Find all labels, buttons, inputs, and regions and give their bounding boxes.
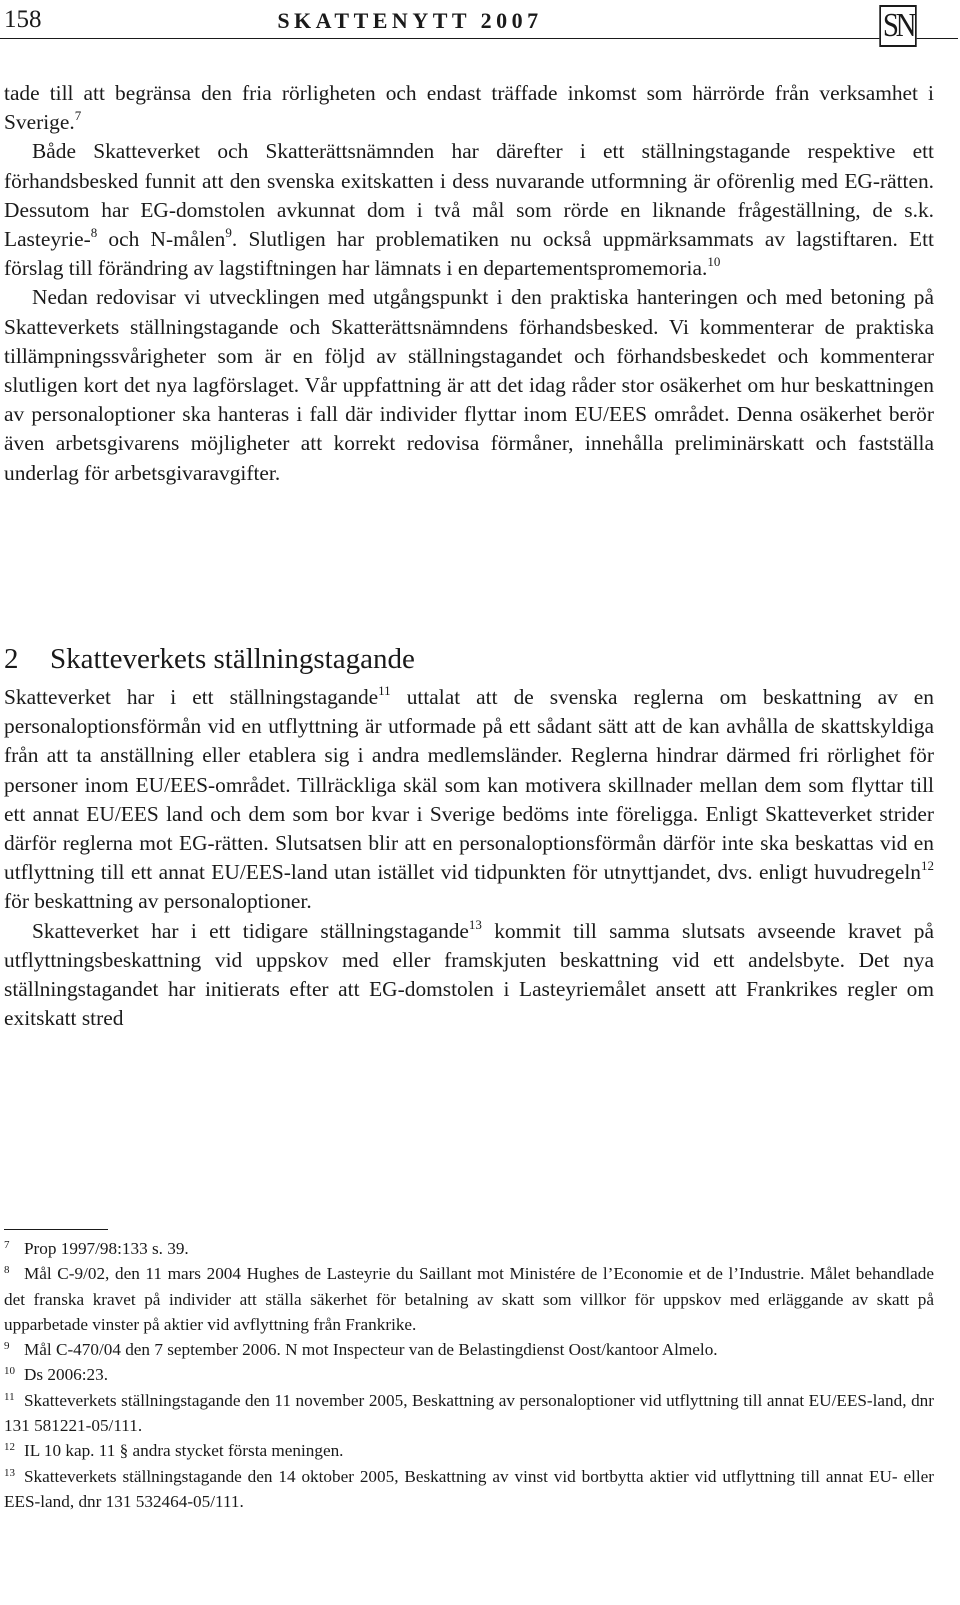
footnotes [4, 1236, 934, 1514]
footnote-ref: 9 [225, 225, 232, 241]
paragraph-text: tade till att begränsa den fria rörligheten och endast träffade inkomst som härrörde från verksamhet i Sverige. [4, 81, 934, 135]
footnote: $^{11}$ Skatteverkets ställningstagande den 11 november 2005, Beskattning av personaloptioner vid utflyttning till annat EU/EES-land, dnr 131 581221-05/111. [4, 1390, 934, 1436]
footnote: $^8$ Mål C-9/02, den 11 mars 2004 Hughes de Lasteyrie du Saillant mot Ministére de l’Economie et de l’Industrie. Målet behandlade det franska kravet på individer att ställa säkerhet för betalning av skatt som villkor för uppskov med erläggande av skatt på upparbetade vinster på aktier vid avflyttning från Frankrike. [4, 1264, 934, 1334]
paragraph-text: . Slutligen har problematiken nu också uppmärksammats av lagstiftaren. Ett förslag till förändring av lagstiftningen har lämnats i en departementspromemoria. [4, 227, 935, 281]
paragraph-text: Skatteverket har i ett ställningstagande [4, 685, 379, 709]
footnote-text: Prop 1997/98:133 s. 39. [24, 1239, 189, 1258]
footnote: $^{10}$ Ds 2006:23. [4, 1365, 109, 1385]
footnote: $^9$ Mål C-470/04 den 7 september 2006. N mot Inspecteur van de Belastingdienst Oost/kantoor Almelo. [4, 1340, 718, 1360]
section-title: Skatteverkets ställningstagande [50, 643, 415, 675]
footnote: $^7$ Prop 1997/98:133 s. 39. [4, 1239, 189, 1258]
intro-text [4, 79, 934, 488]
footnote-ref: 8 [90, 225, 98, 241]
footnote-rule [4, 1229, 108, 1230]
intro-paragraph-1 [4, 79, 934, 137]
footnote-ref: 7 [74, 108, 82, 124]
paragraph-text: Skatteverket har i ett tidigare ställningstagande [32, 918, 469, 943]
paragraph-text: Både Skatteverket och Skatterättsnämnden har därefter i ett ställningstagande respektive ett förhandsbesked funnit att den svenska exitskatten i dess nuvarande utformning är oförenlig med EG-rätten. Dessutom har EG-domstolen avkunnat dom i två mål som rörde en liknande frågeställning, de s.k. Lasteyrie- [4, 139, 934, 252]
footnote-text: Mål C-9/02, den 11 mars 2004 Hughes de Lasteyrie du Saillant mot Ministére de l’Economie et de l’Industrie. Målet behandlade det franska kravet på individer att ställa säkerhet för betalning av skatt som villkor för uppskov med erläggande av skatt på upparbetade vinster på aktier vid avflyttning från Frankrike. [4, 1264, 934, 1334]
intro-paragraph-2 [4, 137, 934, 283]
footnote-ref: 11 [378, 683, 391, 698]
sn-logo: SN [879, 5, 916, 47]
paragraph-text: för beskattning av personaloptioner. [4, 889, 312, 914]
footnote-text: Skatteverkets ställningstagande den 14 oktober 2005, Beskattning av vinst vid bortbytta aktier vid utflyttning till annat EU- eller EES-land, dnr 131 532464-05/111. [4, 1466, 934, 1511]
footnote: $^{13}$ Skatteverkets ställningstagande den 14 oktober 2005, Beskattning av vinst vid bortbytta aktier vid utflyttning till annat EU- eller EES-land, dnr 131 532464-05/111. [4, 1466, 934, 1511]
paragraph-text: och N-målen [97, 227, 226, 252]
section-number: 2 [4, 643, 19, 675]
footnote-text: Mål C-470/04 den 7 september 2006. N mot Inspecteur van de Belastingdienst Oost/kantoor Almelo. [24, 1340, 718, 1360]
paragraph-text: kommit till samma slutsats avseende kravet på utflyttningsbeskattning vid uppskov med eller framskjuten beskattning vid ett andelsbyte. Det nya ställningstagandet har initierats efter att EG-domstolen i Lasteyriemålet ansett att Frankrikes regler om exitskatt stred [4, 918, 934, 1031]
header-rule [0, 38, 958, 39]
intro-paragraph-3: Nedan redovisar vi utvecklingen med utgångspunkt i den praktiska hanteringen och med betoning på Skatteverkets ställningstagande och Skatterättsnämndens förhandsbesked. Vi kommenterar de praktiska tillämpningssvårigheter som är en följd av ställningstagandet och förhandsbeskedet och kommenterar slutligen kort det nya lagförslaget. Vår uppfattning är att det idag råder stor osäkerhet om hur beskattningen av personaloptioner ska hanteras i fall där individer flyttar inom EU/EES området. Denna osäkerhet berör även arbetsgivarens möjligheter att korrekt redovisa förmåner, innehålla preliminärskatt och fastställa underlag för arbetsgivaravgifter. [4, 285, 934, 485]
section-text [4, 683, 934, 1033]
footnote-text: Skatteverkets ställningstagande den 11 november 2005, Beskattning av personaloptioner vid utflyttning till annat EU/EES-land, dnr 131 581221-05/111. [4, 1390, 934, 1436]
section-paragraph-1 [4, 683, 934, 917]
page-number: 158 [4, 6, 42, 33]
journal-title: SKATTENYTT 2007 [277, 8, 543, 33]
footnote-ref: 13 [468, 916, 482, 932]
section-heading [4, 641, 415, 677]
section-paragraph-2 [4, 917, 934, 1034]
footnote-ref: 10 [707, 254, 721, 270]
footnote: $^{12}$ IL 10 kap. 11 § andra stycket första meningen. [4, 1441, 344, 1461]
footnote-ref: 12 [921, 858, 934, 874]
footnote-text: Ds 2006:23. [24, 1365, 109, 1385]
paragraph-text: uttalat att de svenska reglerna om beskattning av en personaloptionsförmån vid en utflyttning är utformade på ett sådant sätt att de kan avhålla de skattskyldiga från att ta anställning eller etablera sig i andra medlemsländer. Reglerna hindrar därmed fri rörlighet för personer inom EU/EES-området. Tillräckliga skäl som kan motivera skillnader mellan dem som flyttar till ett annat EU/EES land och dem som bor kvar i Sverige bedöms inte föreligga. Enligt Skatteverket strider därför reglerna mot EG-rätten. Slutsatsen blir att en personaloptionsförmån därför inte ska beskattas vid en utflyttning till ett annat EU/EES-land utan istället vid tidpunkten för utnyttjandet, dvs. enligt huvudregeln [4, 685, 934, 885]
footnote-text: IL 10 kap. 11 § andra stycket första meningen. [24, 1441, 344, 1461]
